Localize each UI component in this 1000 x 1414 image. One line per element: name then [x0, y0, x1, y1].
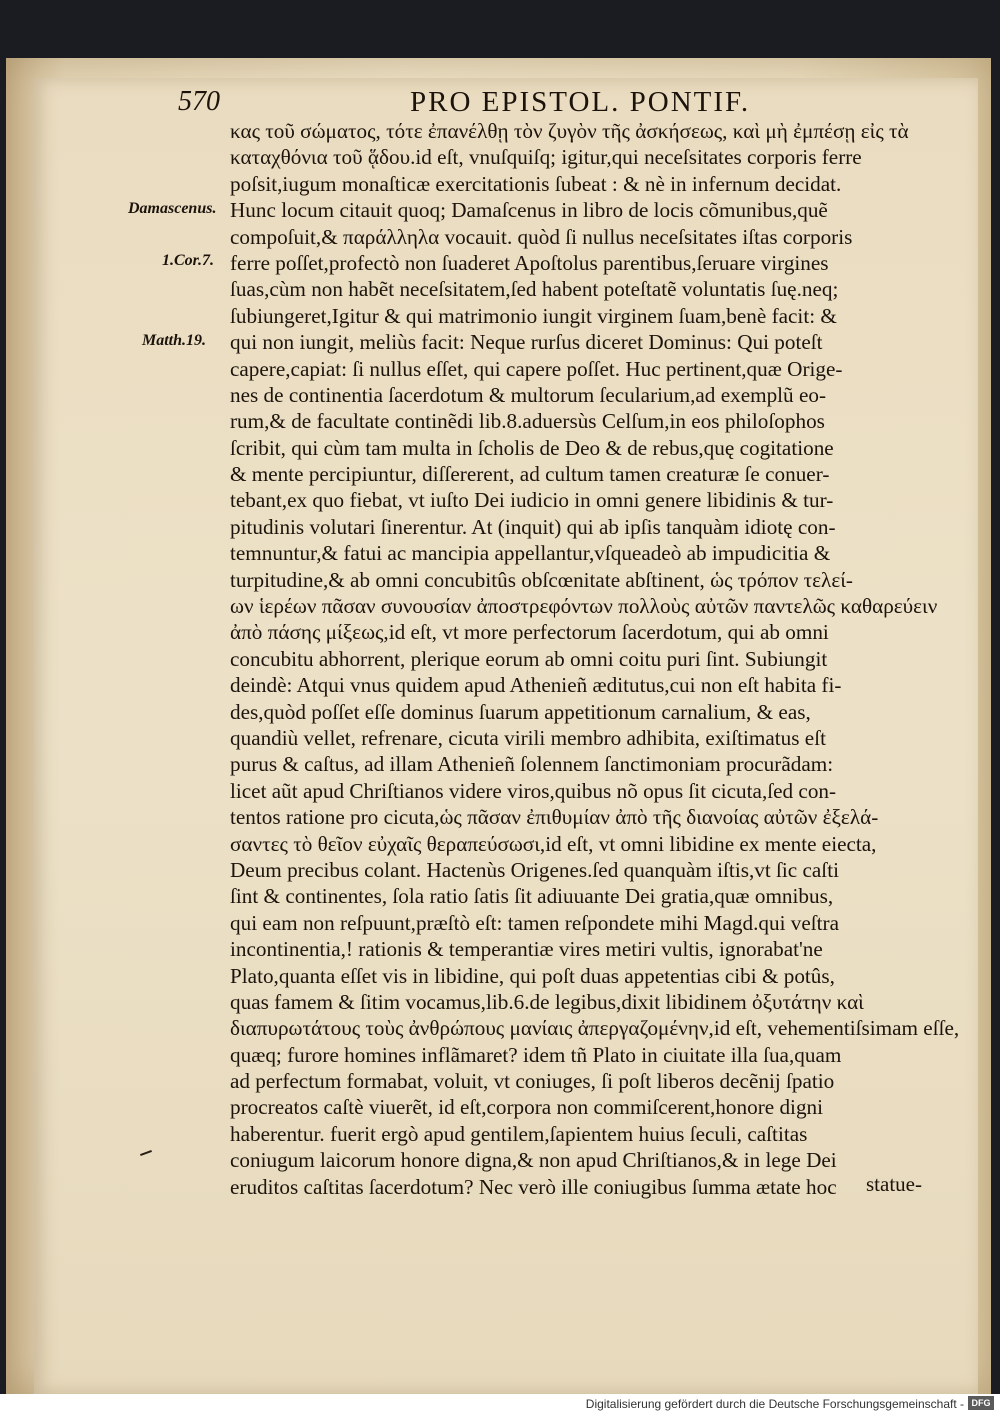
text-line: procreatos caſtè viuerẽt, id eſt,corpora non commiſcerent,honore digni	[230, 1095, 824, 1120]
text-line: Plato,quanta eſſet vis in libidine, qui poſt duas appetentias cibi & potûs,	[230, 963, 835, 988]
marginal-note-corinthians: 1.Cor.7.	[162, 252, 215, 269]
marginal-note-damascenus: Damascenus.	[128, 200, 217, 217]
text-line: nes de continentia ſacerdotum & multorum ſecularium,ad exemplũ eo-	[230, 382, 827, 407]
footer-bar	[0, 1394, 1000, 1414]
text-line: quas famem & ſitim vocamus,lib.6.de legibus,dixit libidinem ὀξυτάτην καὶ	[230, 989, 864, 1014]
text-line: quandiù vellet, refrenare, cicuta virili membro adhibita, exiſtimatus eſt	[230, 725, 826, 750]
text-line: quæq; furore homines inflãmaret? idem tñ Plato in ciuitate illa ſua,quam	[230, 1042, 842, 1067]
text-line: & mente percipiuntur, diſſererent, ad cultum tamen creaturæ ſe conuer-	[230, 462, 830, 487]
text-line: ſuas,cùm non habẽt neceſsitatem,ſed habent poteſtatẽ voluntatis ſuę.neq;	[230, 277, 839, 302]
text-line: licet aũt apud Chriſtianos videre viros,quibus nõ opus ſit cicuta,ſed con-	[230, 778, 837, 803]
text-line: incontinentia,! rationis & temperantiæ vires metiri vultis, ignorabat'ne	[230, 937, 823, 962]
text-line: ſcribit, qui cùm tam multa in ſcholis de Deo & de rebus,quę cogitatione	[230, 435, 834, 460]
marginal-note-matthew: Matth.19.	[142, 332, 207, 349]
text-line: Hunc locum citauit quoq; Damaſcenus in libro de locis cõmunibus,quẽ	[230, 198, 828, 223]
text-line: ferre poſſet,profectò non ſuaderet Apoſtolus parentibus,ſeruare virgines	[230, 250, 829, 275]
text-line: ad perfectum formabat, voluit, vt coniuges, ſi poſt liberos decẽnij ſpatio	[230, 1069, 835, 1094]
text-line: poſsit,iugum monaſticæ exercitationis ſubeat : & nè in infernum decidat.	[230, 171, 842, 196]
text-line: tentos ratione pro cicuta,ὡς πᾶσαν ἐπιθυμίαν ἀπὸ τῆς διανοίας αὐτῶν ἐξελά-	[230, 805, 879, 830]
catchword: statue-	[866, 1172, 922, 1196]
text-line: σαντες τὸ θεῖον εὐχαῖς θεραπεύσωσι,id eſt, vt omni libidine ex mente eiecta,	[230, 831, 877, 856]
text-line: compoſuit,& παράλληλα vocauit. quòd ſi nullus neceſsitates iſtas corporis	[230, 224, 853, 249]
funding-credit: Digitalisierung gefördert durch die Deutsche Forschungsgemeinschaft -	[585, 1397, 964, 1411]
text-line: ſubiungeret,Igitur & qui matrimonio iungit virginem ſuam,benè facit: &	[230, 303, 837, 328]
text-line: pitudinis volutari ſinerentur. At (inquit) qui ab ipſis tanquàm idiotę con-	[230, 514, 836, 539]
body-text	[230, 118, 962, 1200]
text-line: ſint & continentes, ſola ratio ſatis ſit adiuuante Dei gratia,quæ omnibus,	[230, 884, 834, 909]
text-line: rum,& de facultate continẽdi lib.8.aduersùs Celſum,in eos philoſophos	[230, 409, 825, 434]
text-line: coniugum laicorum honore digna,& non apud Chriſtianos,& in lege Dei	[230, 1148, 837, 1173]
text-line: eruditos caſtitas ſacerdotum? Nec verò ille coniugibus ſumma ætate hoc	[230, 1174, 837, 1199]
page-number: 570	[178, 86, 220, 117]
text-line: deindè: Atqui vnus quidem apud Athenieñ æditutus,cui non eſt habita fi-	[230, 673, 842, 698]
text-line: capere,capiat: ſi nullus eſſet, qui capere poſſet. Huc pertinent,quæ Orige-	[230, 356, 843, 381]
text-line: des,quòd poſſet eſſe dominus ſuarum appetitionum carnalium, & eas,	[230, 699, 811, 724]
text-line: διαπυρωτάτους τοὺς ἀνθρώπους μανίαις ἀπεργαζομένην,id eſt, vehementiſsimam eſſe,	[230, 1016, 960, 1041]
text-line: ἀπὸ πάσης μίξεως,id eſt, vt more perfectorum ſacerdotum, qui ab omni	[230, 620, 829, 645]
text-line: ων ἱερέων πᾶσαν συνουσίαν ἀποστρεφόντων πολλοὺς αὐτῶν παντελῶς καθαρεύειν	[230, 594, 938, 619]
text-line: Deum precibus colant. Hactenùs Origenes.ſed quanquàm iſtis,vt ſic caſti	[230, 857, 839, 882]
text-line: concubitu abhorrent, plerique eorum ab omni coitu puri ſint. Subiungit	[230, 646, 828, 671]
running-title: PRO EPISTOL. PONTIF.	[410, 86, 751, 118]
text-line: haberentur. fuerit ergò apud gentilem,ſapientem huius ſeculi, caſtitas	[230, 1121, 808, 1146]
dfg-logo-icon: DFG	[968, 1396, 994, 1410]
text-line: turpitudine,& ab omni concubitûs obſcœnitate abſtinent, ὡς τρόπον τελεί-	[230, 567, 853, 592]
text-line: tebant,ex quo fiebat, vt iuſto Dei iudicio in omni genere libidinis & tur-	[230, 488, 834, 513]
text-line: purus & caſtus, ad illam Athenieñ ſolennem ſanctimoniam procurãdam:	[230, 752, 834, 777]
text-line: temnuntur,& fatui ac mancipia appellantur,vſqueadeò ab impudicitia &	[230, 541, 831, 566]
text-line: qui non iungit, meliùs facit: Neque rurſus diceret Dominus: Qui poteſt	[230, 330, 823, 355]
text-line: qui eam non reſpuunt,præſtò eſt: tamen reſpondete mihi Magd.qui veſtra	[230, 910, 839, 935]
text-line: καταχθόνια τοῦ ᾅδου.id eſt, vnuſquiſq; igitur,qui neceſsitates corporis ferre	[230, 145, 862, 170]
text-line: κας τοῦ σώματος, τότε ἐπανέλθῃ τὸν ζυγὸν τῆς ἀσκήσεως, καὶ μὴ ἐμπέσῃ εἰς τὰ	[230, 119, 909, 143]
